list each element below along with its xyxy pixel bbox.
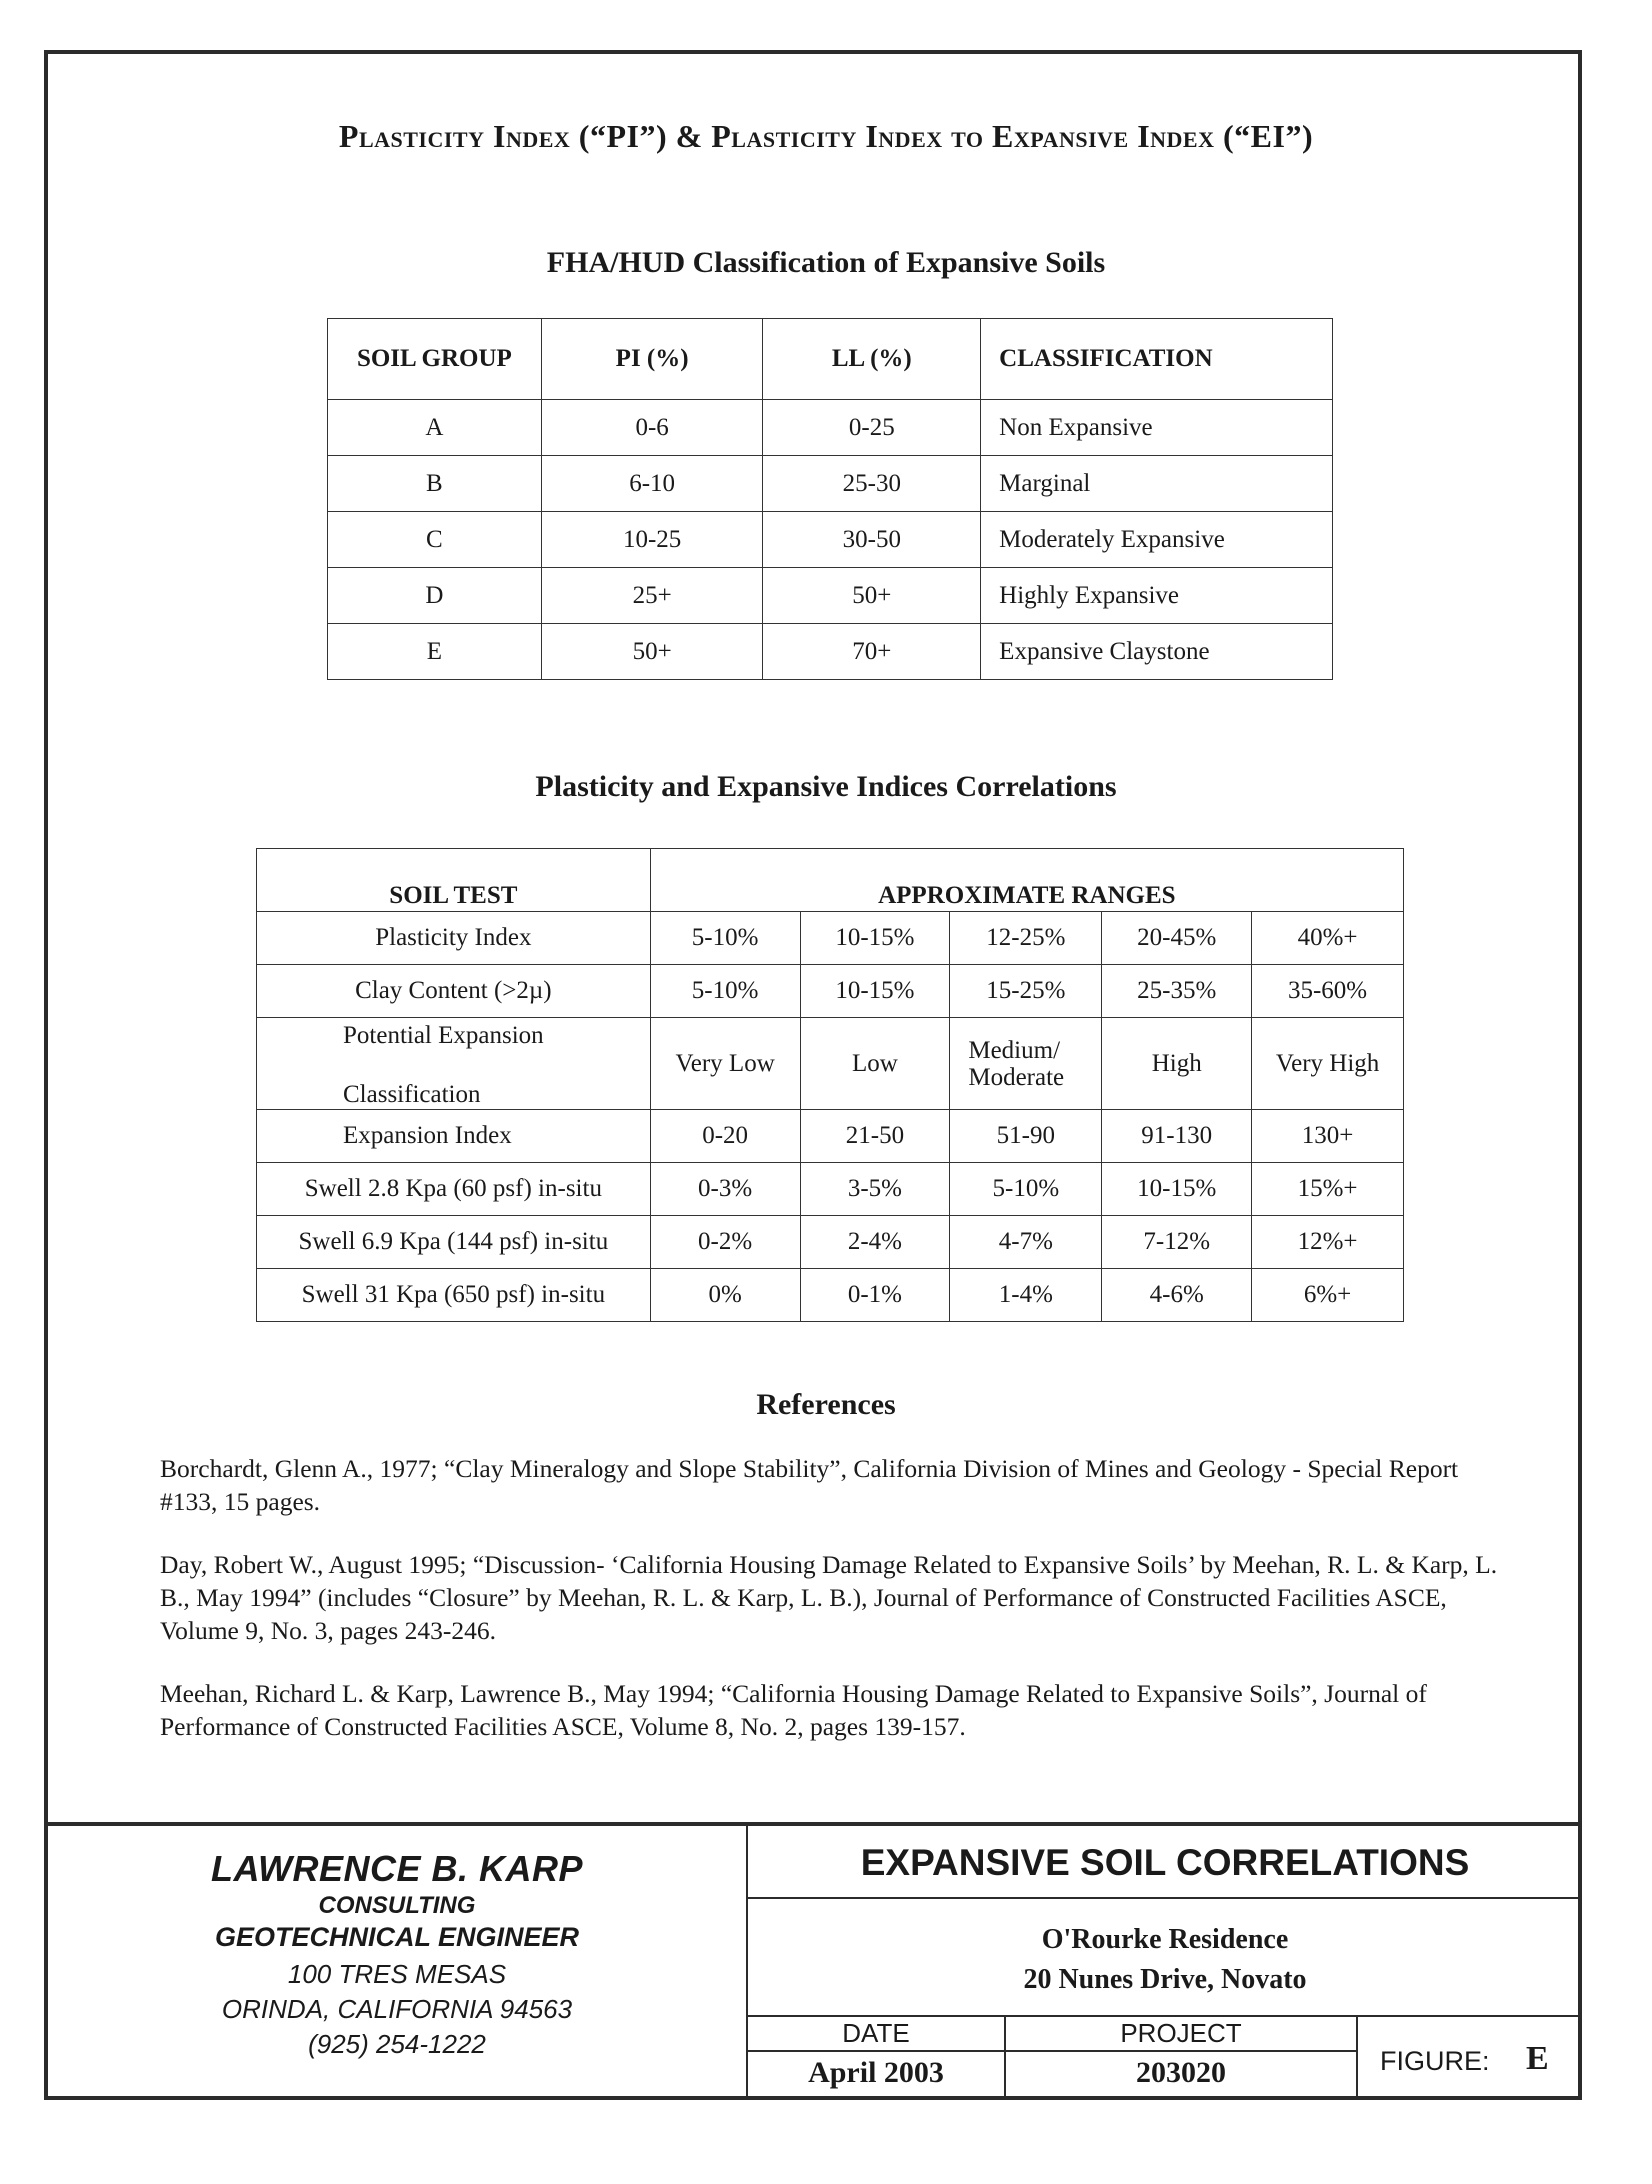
table-cell: 10-15% — [800, 965, 950, 1018]
column-header: LL (%) — [763, 319, 981, 400]
reference-item: Meehan, Richard L. & Karp, Lawrence B., May 1994; “California Housing Damage Related to Expansive Soils”, Journal of Performance of Constructed Facilities ASCE, Volume 8, No. 2, pages 139-157. — [160, 1679, 1427, 1741]
firm-phone: (925) 254-1222 — [308, 2029, 486, 2059]
figure-label: FIGURE: — [1380, 2046, 1490, 2076]
table-cell: 25-30 — [763, 456, 981, 512]
table-header-row — [257, 849, 1404, 912]
reference-item: Day, Robert W., August 1995; “Discussion- ‘California Housing Damage Related to Expansive Soils’ by Meehan, R. L. & Karp, L. B., May 1994” (includes “Closure” by Meehan, R. L. & Karp, L. B.), Journal of Performance of Constructed Facilities ASCE, Volume 9, No. 3, pages 243-246. — [160, 1550, 1498, 1645]
table-cell: 25-35% — [1102, 965, 1252, 1018]
table-cell: 25+ — [541, 568, 763, 624]
table-cell: 5-10% — [950, 1163, 1102, 1216]
classification-label: Classification — [343, 1081, 481, 1108]
table-cell: 15%+ — [1252, 1163, 1404, 1216]
row-label: Swell 31 Kpa (650 psf) in-situ — [257, 1269, 651, 1322]
column-header: PI (%) — [541, 319, 763, 400]
column-header: SOIL GROUP — [328, 319, 542, 400]
title-block-rule — [748, 1897, 1582, 1899]
title-block-divider — [44, 1822, 1582, 1826]
row-label — [257, 1018, 651, 1110]
table-cell: 50+ — [763, 568, 981, 624]
table-cell: 1-4% — [950, 1269, 1102, 1322]
page-title: Plasticity Index (“PI”) & Plasticity Index to Expansive Index (“EI”) — [338, 118, 1314, 154]
table-row — [257, 1216, 1404, 1269]
figure-value: E — [1526, 2040, 1549, 2077]
table-cell: D — [328, 568, 542, 624]
table-cell: 2-4% — [800, 1216, 950, 1269]
medium-label: Medium/ — [968, 1036, 1061, 1064]
table-header-row — [328, 319, 1333, 400]
table-cell: Moderately Expansive — [981, 512, 1333, 568]
drawing-title: EXPANSIVE SOIL CORRELATIONS — [860, 1842, 1470, 1883]
date-label: DATE — [842, 2018, 910, 2048]
column-header: CLASSIFICATION — [981, 319, 1333, 400]
table-cell: 0-3% — [650, 1163, 800, 1216]
row-label: Clay Content (>2µ) — [257, 965, 651, 1018]
table-cell: 91-130 — [1102, 1110, 1252, 1163]
title-block-rule — [1356, 2015, 1358, 2100]
references-list — [160, 1452, 1500, 1773]
table-row — [257, 965, 1404, 1018]
table-row — [257, 1163, 1404, 1216]
table-row — [328, 512, 1333, 568]
table-cell: Highly Expansive — [981, 568, 1333, 624]
table-cell: 12%+ — [1252, 1216, 1404, 1269]
table-row — [257, 1110, 1404, 1163]
site-address: 20 Nunes Drive, Novato — [1023, 1964, 1307, 1995]
row-label: Expansion Index — [257, 1110, 651, 1163]
table-cell: 5-10% — [650, 912, 800, 965]
site-info — [748, 1920, 1582, 2000]
table-cell: 35-60% — [1252, 965, 1404, 1018]
table-cell: 130+ — [1252, 1110, 1404, 1163]
table-row — [257, 1018, 1404, 1110]
project-value: 203020 — [1136, 2056, 1226, 2089]
approximate-ranges-header: APPROXIMATE RANGES — [650, 849, 1403, 912]
table-cell: Low — [800, 1018, 950, 1110]
table-cell: 40%+ — [1252, 912, 1404, 965]
site-name: O'Rourke Residence — [1041, 1924, 1289, 1955]
table-cell: 21-50 — [800, 1110, 950, 1163]
moderate-label: Moderate — [968, 1063, 1065, 1091]
table-cell: 50+ — [541, 624, 763, 680]
table-cell: 10-15% — [800, 912, 950, 965]
table-cell: 10-15% — [1102, 1163, 1252, 1216]
table-cell: 0-2% — [650, 1216, 800, 1269]
correlations-table-title: Plasticity and Expansive Indices Correlations — [535, 770, 1117, 803]
table-cell: Marginal — [981, 456, 1333, 512]
table-cell: Non Expansive — [981, 400, 1333, 456]
table-cell: 70+ — [763, 624, 981, 680]
references-title: References — [756, 1388, 896, 1421]
table-cell: E — [328, 624, 542, 680]
table-cell: 0-6 — [541, 400, 763, 456]
project-label: PROJECT — [1120, 2018, 1242, 2048]
table-cell: 3-5% — [800, 1163, 950, 1216]
table-cell: 51-90 — [950, 1110, 1102, 1163]
correlations-table — [256, 848, 1404, 1322]
firm-line: CONSULTING — [318, 1892, 476, 1919]
table-cell: 20-45% — [1102, 912, 1252, 965]
table-cell: C — [328, 512, 542, 568]
firm-address: 100 TRES MESAS — [287, 1959, 507, 1989]
table-cell — [950, 1018, 1102, 1110]
title-block-rule — [748, 2050, 1356, 2052]
table-cell: 6%+ — [1252, 1269, 1404, 1322]
firm-address: ORINDA, CALIFORNIA 94563 — [221, 1994, 573, 2024]
title-block-rule — [748, 2015, 1582, 2017]
row-label: Swell 2.8 Kpa (60 psf) in-situ — [257, 1163, 651, 1216]
table-row — [328, 624, 1333, 680]
table-cell: 0-20 — [650, 1110, 800, 1163]
firm-name: LAWRENCE B. KARP — [210, 1848, 583, 1889]
table-row — [328, 400, 1333, 456]
table-row — [328, 568, 1333, 624]
table-cell: 12-25% — [950, 912, 1102, 965]
table-cell: 0-1% — [800, 1269, 950, 1322]
table-row — [328, 456, 1333, 512]
firm-line: GEOTECHNICAL ENGINEER — [214, 1922, 580, 1952]
row-label: Swell 6.9 Kpa (144 psf) in-situ — [257, 1216, 651, 1269]
table-cell: A — [328, 400, 542, 456]
fha-table-title: FHA/HUD Classification of Expansive Soils — [546, 246, 1106, 279]
table-row — [257, 912, 1404, 965]
table-cell: 0-25 — [763, 400, 981, 456]
table-cell: Very High — [1252, 1018, 1404, 1110]
table-cell: 7-12% — [1102, 1216, 1252, 1269]
table-cell: High — [1102, 1018, 1252, 1110]
table-cell: 5-10% — [650, 965, 800, 1018]
table-cell: 30-50 — [763, 512, 981, 568]
table-cell: Very Low — [650, 1018, 800, 1110]
potential-expansion-label: Potential Expansion — [343, 1022, 544, 1049]
table-cell: 15-25% — [950, 965, 1102, 1018]
table-cell: 10-25 — [541, 512, 763, 568]
row-label: Plasticity Index — [257, 912, 651, 965]
table-cell: 4-7% — [950, 1216, 1102, 1269]
table-cell: B — [328, 456, 542, 512]
reference-item: Borchardt, Glenn A., 1977; “Clay Mineralogy and Slope Stability”, California Division of Mines and Geology - Special Report #133, 15 pages. — [160, 1454, 1459, 1516]
table-cell: Expansive Claystone — [981, 624, 1333, 680]
table-cell: 6-10 — [541, 456, 763, 512]
firm-info — [48, 1848, 746, 2060]
table-row — [257, 1269, 1404, 1322]
table-cell: 4-6% — [1102, 1269, 1252, 1322]
fha-classification-table — [327, 318, 1333, 680]
soil-test-header: SOIL TEST — [257, 849, 651, 912]
table-cell: 0% — [650, 1269, 800, 1322]
date-value: April 2003 — [808, 2056, 944, 2089]
